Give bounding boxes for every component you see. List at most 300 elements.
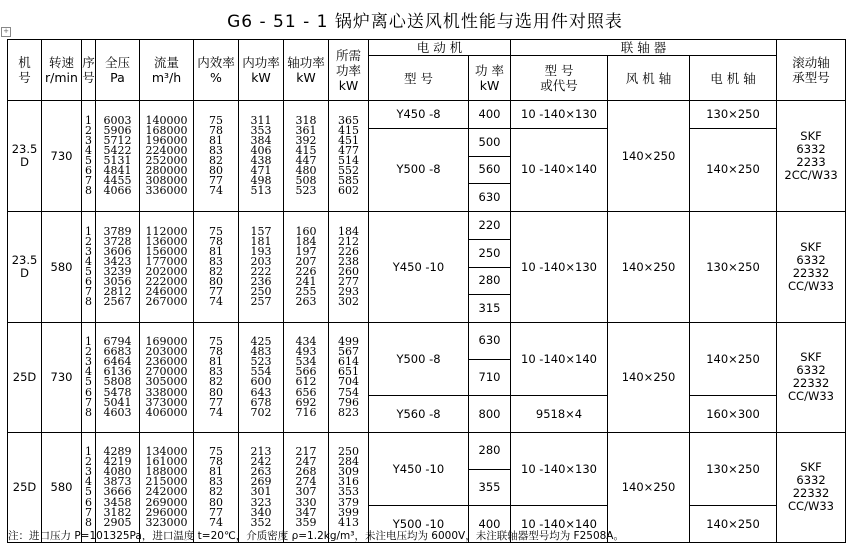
- shaft-power-list: [284, 432, 329, 542]
- inner-power-list-line: 213: [250, 445, 272, 459]
- seq-list-line: 7: [85, 174, 92, 188]
- page-title: G6 - 51 - 1 锅炉离心送风机性能与选用件对照表: [227, 12, 623, 32]
- flow-list-line: 270000: [145, 365, 188, 379]
- required-power-list-line: 353: [338, 485, 359, 499]
- flow-list-line: 156000: [145, 244, 188, 258]
- shaft-power-list-line: 330: [295, 495, 317, 509]
- motor-power: 220: [469, 212, 511, 240]
- flow-list-line: 406000: [145, 405, 188, 419]
- flow-list-line: 269000: [145, 495, 188, 509]
- bearing-model-line: 2CC/W33: [784, 168, 838, 182]
- seq-list-line: 1: [85, 113, 92, 127]
- efficiency-list-line: 75: [209, 224, 223, 238]
- speed: 580: [42, 212, 82, 323]
- inner-power-list: [239, 212, 284, 323]
- seq-list-line: 1: [85, 445, 92, 459]
- shaft-power-list-line: 612: [295, 375, 317, 389]
- inner-power-list-line: 263: [250, 465, 272, 479]
- seq-list-line: 3: [85, 465, 92, 479]
- seq-list-line: 2: [85, 455, 92, 469]
- coupling-model: 10 -140×140: [511, 506, 608, 543]
- fan-shaft: 140×250: [608, 432, 690, 542]
- shaft-power-list-line: 359: [295, 515, 317, 529]
- pressure-list-line: 3606: [103, 244, 132, 258]
- efficiency-list-line: 74: [209, 515, 223, 529]
- efficiency-list-line: 74: [209, 295, 223, 309]
- flow-list-line: 177000: [145, 254, 188, 268]
- seq-list-line: 1: [85, 335, 92, 349]
- header-bearing-line: 承型号: [792, 70, 830, 85]
- motor-power: 400: [469, 506, 511, 543]
- required-power-list-line: 379: [338, 495, 359, 509]
- header-motor: 电 动 机: [369, 40, 511, 56]
- efficiency-list-line: 80: [209, 275, 223, 289]
- motor-shaft: 130×250: [690, 101, 777, 129]
- motor-power: 630: [469, 184, 511, 212]
- required-power-list-line: 250: [338, 445, 359, 459]
- header-required-power-line: 所需: [335, 47, 361, 63]
- efficiency-list-line: 82: [209, 265, 223, 278]
- header-bearing-line: 滚动轴: [792, 55, 830, 70]
- seq-list-line: 2: [85, 123, 92, 137]
- bearing-model: [777, 323, 846, 433]
- motor-power: 280: [469, 267, 511, 295]
- header-required-power-line: 功率: [335, 62, 361, 78]
- efficiency-list-line: 74: [209, 405, 223, 419]
- speed: 730: [42, 323, 82, 433]
- coupling-model: 10 -140×130: [511, 432, 608, 505]
- header-machine-no-line: 机: [18, 55, 31, 70]
- pressure-list-line: 2905: [103, 515, 132, 529]
- efficiency-list-line: 81: [209, 355, 223, 369]
- inner-power-list-line: 513: [250, 184, 272, 198]
- inner-power-list: [239, 101, 284, 212]
- motor-model: Y450 -10: [369, 212, 469, 323]
- inner-power-list-line: 498: [250, 174, 272, 188]
- inner-power-list-line: 643: [250, 385, 272, 399]
- inner-power-list-line: 678: [250, 395, 272, 409]
- motor-shaft: 130×250: [690, 432, 777, 505]
- motor-power: 710: [469, 359, 511, 396]
- shaft-power-list-line: 226: [295, 265, 317, 278]
- flow-list-line: 196000: [145, 133, 188, 147]
- table-row: [8, 212, 846, 240]
- motor-power: 280: [469, 432, 511, 469]
- flow-list: [140, 432, 194, 542]
- fan-shaft: 140×250: [608, 101, 690, 212]
- shaft-power-list-line: 361: [295, 123, 317, 137]
- bearing-model-line: 6332: [796, 473, 826, 488]
- flow-list-line: 242000: [145, 485, 188, 499]
- header-inner-power-line: 内功率: [242, 55, 280, 70]
- pressure-list-line: 5906: [103, 123, 132, 137]
- shaft-power-list-line: 392: [295, 133, 317, 147]
- bearing-model-line: CC/W33: [788, 279, 834, 293]
- efficiency-list: [194, 323, 239, 433]
- table-row: [8, 101, 846, 129]
- required-power-list: [329, 432, 369, 542]
- shaft-power-list-line: 508: [295, 174, 317, 188]
- bearing-model-line: 2233: [796, 155, 826, 169]
- shaft-power-list-line: 263: [295, 295, 317, 309]
- seq-list-line: 2: [85, 345, 92, 359]
- flow-list-line: 338000: [145, 385, 188, 399]
- required-power-list-line: 754: [338, 385, 359, 399]
- fan-shaft: 140×250: [608, 212, 690, 323]
- seq-list-line: 4: [85, 143, 92, 157]
- pressure-list-line: 5422: [103, 143, 132, 157]
- bearing-model-line: SKF: [800, 240, 822, 254]
- bearing-model-line: SKF: [800, 460, 822, 475]
- required-power-list-line: 514: [338, 154, 359, 167]
- required-power-list-line: 704: [338, 375, 359, 389]
- header-seq-line: 序: [82, 55, 95, 70]
- header-bearing: [777, 40, 846, 101]
- inner-power-list-line: 406: [250, 143, 272, 157]
- flow-list-line: 252000: [145, 154, 188, 167]
- shaft-power-list-line: 160: [295, 224, 317, 238]
- pressure-list: [96, 432, 140, 542]
- header-required-power-line: kW: [338, 77, 359, 93]
- efficiency-list-line: 75: [209, 445, 223, 459]
- efficiency-list-line: 77: [209, 505, 223, 519]
- header-coupling-model-line: 型 号: [544, 63, 574, 78]
- bearing-model-line: 6332: [796, 142, 826, 156]
- bearing-model-line: SKF: [800, 350, 822, 365]
- shaft-power-list-line: 493: [295, 345, 317, 359]
- speed: 730: [42, 101, 82, 212]
- header-shaft-power-line: 轴功率: [287, 55, 325, 70]
- coupling-model: 10 -140×140: [511, 128, 608, 211]
- header-coupling-model-line: 或代号: [540, 78, 578, 93]
- required-power-list-line: 260: [338, 265, 359, 278]
- machine-no: [8, 101, 42, 212]
- flow-list-line: 161000: [145, 455, 188, 469]
- efficiency-list-line: 83: [209, 143, 223, 157]
- required-power-list-line: 567: [338, 345, 359, 359]
- flow-list-line: 280000: [145, 164, 188, 178]
- inner-power-list-line: 193: [250, 244, 272, 258]
- motor-model: Y450 -8: [369, 101, 469, 129]
- seq-list-line: 4: [85, 475, 92, 489]
- pressure-list-line: 6136: [103, 365, 132, 379]
- inner-power-list-line: 523: [250, 355, 272, 369]
- pressure-list-line: 3458: [103, 495, 132, 509]
- seq-list-line: 7: [85, 395, 92, 409]
- fan-shaft: 140×250: [608, 323, 690, 433]
- seq-list-line: 6: [85, 495, 92, 509]
- machine-no: [8, 212, 42, 323]
- efficiency-list-line: 81: [209, 244, 223, 258]
- required-power-list-line: 552: [338, 164, 359, 178]
- inner-power-list: [239, 432, 284, 542]
- required-power-list-line: 284: [338, 455, 359, 469]
- header-motor-model: 型 号: [369, 56, 469, 101]
- seq-list-line: 1: [85, 224, 92, 238]
- required-power-list-line: 277: [338, 275, 359, 289]
- shaft-power-list-line: 447: [295, 154, 317, 167]
- header-coupling-model: [511, 56, 608, 101]
- efficiency-list-line: 77: [209, 285, 223, 299]
- inner-power-list-line: 311: [250, 113, 272, 127]
- flow-list-line: 188000: [145, 465, 188, 479]
- inner-power-list-line: 352: [250, 515, 272, 529]
- inner-power-list-line: 425: [250, 335, 272, 349]
- bearing-model: [777, 212, 846, 323]
- flow-list-line: 246000: [145, 285, 188, 299]
- seq-list-line: 5: [85, 375, 92, 389]
- shaft-power-list-line: 247: [295, 455, 317, 469]
- header-motor-power: [469, 56, 511, 101]
- flow-list: [140, 212, 194, 323]
- pressure-list-line: 6003: [103, 113, 132, 127]
- header-speed-line: r/min: [45, 70, 78, 85]
- flow-list-line: 323000: [145, 515, 188, 529]
- header-flow: [140, 40, 194, 101]
- required-power-list-line: 293: [338, 285, 359, 299]
- seq-list-line: 4: [85, 254, 92, 268]
- required-power-list-line: 823: [338, 405, 359, 419]
- inner-power-list-line: 353: [250, 123, 272, 137]
- flow-list-line: 112000: [145, 224, 188, 238]
- inner-power-list-line: 471: [250, 164, 272, 178]
- header-speed: [42, 40, 82, 101]
- flow-list-line: 134000: [145, 445, 188, 459]
- machine-no-line: 23.5: [11, 142, 38, 156]
- required-power-list: [329, 101, 369, 212]
- header-motor-power-line: kW: [479, 78, 500, 93]
- flow-list-line: 224000: [145, 143, 188, 157]
- shaft-power-list-line: 207: [295, 254, 317, 268]
- flow-list-line: 222000: [145, 275, 188, 289]
- motor-shaft: 160×300: [690, 396, 777, 433]
- header-inner-power-line: kW: [251, 70, 271, 85]
- required-power-list-line: 309: [338, 465, 359, 479]
- header-fan-shaft: 风 机 轴: [608, 56, 690, 101]
- motor-power: 250: [469, 239, 511, 267]
- efficiency-list-line: 77: [209, 395, 223, 409]
- coupling-model: 9518×4: [511, 396, 608, 433]
- inner-power-list-line: 384: [250, 133, 272, 147]
- inner-power-list-line: 269: [250, 475, 272, 489]
- motor-model: Y500 -8: [369, 128, 469, 211]
- header-efficiency: [194, 40, 239, 101]
- efficiency-list-line: 80: [209, 495, 223, 509]
- efficiency-list: [194, 212, 239, 323]
- inner-power-list-line: 340: [250, 505, 272, 519]
- header-machine-no-line: 号: [18, 70, 31, 85]
- pressure-list-line: 5041: [103, 395, 132, 409]
- required-power-list-line: 365: [338, 113, 359, 127]
- inner-power-list-line: 222: [250, 265, 272, 278]
- pressure-list-line: 3873: [103, 475, 132, 489]
- table-anchor-icon: +: [1, 27, 11, 37]
- pressure-list-line: 3789: [103, 224, 132, 238]
- seq-list: [82, 101, 96, 212]
- pressure-list-line: 4841: [103, 164, 132, 178]
- seq-list: [82, 212, 96, 323]
- pressure-list-line: 4289: [103, 445, 132, 459]
- table-body: [8, 40, 846, 543]
- footnote: 注：进口压力 P=101325Pa，进口温度 t=20℃，介质密度 ρ=1.2kg/m³，未注电压均为 6000V，未注联轴器型号均为 F2508A。: [8, 530, 624, 542]
- shaft-power-list-line: 480: [295, 164, 317, 178]
- seq-list-line: 3: [85, 244, 92, 258]
- shaft-power-list: [284, 323, 329, 433]
- motor-model: Y500 -8: [369, 323, 469, 396]
- flow-list-line: 305000: [145, 375, 188, 389]
- seq-list-line: 5: [85, 485, 92, 499]
- motor-power: 315: [469, 295, 511, 323]
- inner-power-list-line: 323: [250, 495, 272, 509]
- inner-power-list-line: 301: [250, 485, 272, 499]
- required-power-list-line: 651: [338, 365, 359, 379]
- machine-no-line: 25D: [12, 479, 37, 494]
- required-power-list-line: 796: [338, 395, 359, 409]
- efficiency-list-line: 77: [209, 174, 223, 188]
- seq-list-line: 8: [85, 295, 92, 309]
- inner-power-list-line: 483: [250, 345, 272, 359]
- pressure-list-line: 6464: [103, 355, 132, 369]
- required-power-list-line: 602: [338, 184, 359, 198]
- table-row: [8, 323, 846, 360]
- efficiency-list-line: 78: [209, 234, 223, 248]
- header-shaft-power-line: kW: [296, 70, 316, 85]
- machine-no: [8, 323, 42, 433]
- efficiency-list-line: 82: [209, 375, 223, 389]
- efficiency-list-line: 81: [209, 133, 223, 147]
- required-power-list-line: 316: [338, 475, 359, 489]
- flow-list-line: 373000: [145, 395, 188, 409]
- inner-power-list-line: 554: [250, 365, 272, 379]
- pressure-list-line: 6794: [103, 335, 132, 349]
- shaft-power-list: [284, 101, 329, 212]
- seq-list-line: 3: [85, 355, 92, 369]
- machine-no-line: 25D: [12, 369, 37, 384]
- motor-power: 355: [469, 469, 511, 506]
- machine-no: [8, 432, 42, 542]
- inner-power-list-line: 438: [250, 154, 272, 167]
- seq-list-line: 8: [85, 405, 92, 419]
- shaft-power-list-line: 566: [295, 365, 317, 379]
- inner-power-list-line: 242: [250, 455, 272, 469]
- required-power-list-line: 477: [338, 143, 359, 157]
- coupling-model: 10 -140×140: [511, 323, 608, 396]
- efficiency-list-line: 82: [209, 154, 223, 167]
- shaft-power-list-line: 434: [295, 335, 317, 349]
- shaft-power-list-line: 268: [295, 465, 317, 479]
- efficiency-list-line: 78: [209, 123, 223, 137]
- bearing-model: [777, 432, 846, 542]
- flow-list-line: 296000: [145, 505, 188, 519]
- inner-power-list-line: 181: [250, 234, 272, 248]
- performance-table: [7, 39, 846, 543]
- shaft-power-list-line: 347: [295, 505, 317, 519]
- shaft-power-list-line: 197: [295, 244, 317, 258]
- motor-shaft: 140×250: [690, 506, 777, 543]
- bearing-model-line: CC/W33: [788, 389, 834, 404]
- header-row: [8, 40, 846, 56]
- seq-list-line: 8: [85, 515, 92, 529]
- efficiency-list-line: 83: [209, 475, 223, 489]
- efficiency-list-line: 78: [209, 455, 223, 469]
- flow-list-line: 203000: [145, 345, 188, 359]
- pressure-list-line: 6683: [103, 345, 132, 359]
- shaft-power-list-line: 415: [295, 143, 317, 157]
- efficiency-list-line: 80: [209, 164, 223, 178]
- seq-list-line: 4: [85, 365, 92, 379]
- header-required-power: [329, 40, 369, 101]
- bearing-model-line: 6332: [796, 363, 826, 378]
- efficiency-list-line: 82: [209, 485, 223, 499]
- required-power-list-line: 499: [338, 335, 359, 349]
- motor-power: 560: [469, 156, 511, 184]
- shaft-power-list-line: 692: [295, 395, 317, 409]
- pressure-list-line: 4603: [103, 405, 132, 419]
- machine-no-line: 23.5: [11, 253, 38, 267]
- header-shaft-power: [284, 40, 329, 101]
- flow-list-line: 136000: [145, 234, 188, 248]
- pressure-list: [96, 323, 140, 433]
- required-power-list-line: 238: [338, 254, 359, 268]
- inner-power-list-line: 257: [250, 295, 272, 309]
- speed: 580: [42, 432, 82, 542]
- pressure-list-line: 3182: [103, 505, 132, 519]
- coupling-model: 10 -140×130: [511, 101, 608, 129]
- flow-list-line: 169000: [145, 335, 188, 349]
- required-power-list-line: 226: [338, 244, 359, 258]
- shaft-power-list-line: 318: [295, 113, 317, 127]
- pressure-list-line: 5712: [103, 133, 132, 147]
- flow-list: [140, 101, 194, 212]
- header-seq: [82, 40, 96, 101]
- efficiency-list-line: 75: [209, 113, 223, 127]
- header-flow-line: m³/h: [151, 70, 182, 85]
- inner-power-list-line: 236: [250, 275, 272, 289]
- flow-list-line: 168000: [145, 123, 188, 137]
- bearing-model-line: SKF: [800, 129, 822, 143]
- shaft-power-list-line: 217: [295, 445, 317, 459]
- shaft-power-list-line: 534: [295, 355, 317, 369]
- motor-power: 800: [469, 396, 511, 433]
- inner-power-list-line: 157: [250, 224, 272, 238]
- seq-list-line: 2: [85, 234, 92, 248]
- header-pressure: [96, 40, 140, 101]
- bearing-model-line: 22332: [792, 486, 830, 501]
- shaft-power-list-line: 255: [295, 285, 317, 299]
- seq-list-line: 5: [85, 154, 92, 167]
- shaft-power-list-line: 184: [295, 234, 317, 248]
- shaft-power-list-line: 523: [295, 184, 317, 198]
- header-machine-no: [8, 40, 42, 101]
- required-power-list-line: 585: [338, 174, 359, 188]
- header-efficiency-line: 内效率: [197, 55, 235, 70]
- pressure-list-line: 3666: [103, 485, 132, 499]
- motor-model: Y450 -10: [369, 432, 469, 505]
- flow-list-line: 308000: [145, 174, 188, 188]
- pressure-list: [96, 212, 140, 323]
- seq-list-line: 3: [85, 133, 92, 147]
- seq-list-line: 6: [85, 275, 92, 289]
- pressure-list-line: 4080: [103, 465, 132, 479]
- motor-power: 400: [469, 101, 511, 129]
- pressure-list-line: 5131: [103, 154, 132, 167]
- efficiency-list-line: 74: [209, 184, 223, 198]
- pressure-list-line: 5478: [103, 385, 132, 399]
- inner-power-list-line: 702: [250, 405, 272, 419]
- header-seq-line: 号: [82, 70, 95, 85]
- header-pressure-line: Pa: [110, 70, 125, 85]
- inner-power-list-line: 600: [250, 375, 272, 389]
